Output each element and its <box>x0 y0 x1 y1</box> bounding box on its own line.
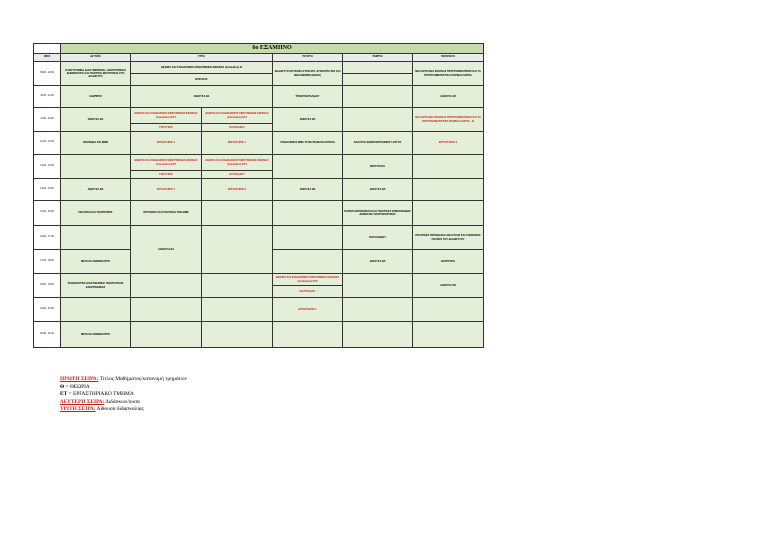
course-cell: ΠΑΡΑΠΛΗΡΟΦΟΡΗΣΗ ΚΑΙ ΠΟΛΙΤΙΚΕΣ ΕΠΙΚΟΙΝΩΝΙΑΣ ΔΗΜΟΣΙΑΣ ΠΛΗΡΟΦΟΡΗΣΗΣ <box>343 201 413 226</box>
legend-text: Αίθουσα διδασκαλίας <box>95 406 144 413</box>
empty-cell <box>343 298 413 322</box>
legend-row <box>60 376 187 384</box>
time-slot: 17:00 - 18:00 <box>34 250 61 274</box>
corner-cell <box>34 44 61 54</box>
empty-cell <box>343 62 413 74</box>
room-cell: ΜΕΓΑΛΟ ΑΜΦΙΘΕΑΤΡΟ <box>61 322 131 348</box>
hours-header: ΩΡΕΣ <box>34 54 61 62</box>
course-cell: ΘΕΩΡΙΑ ΚΑΙ ΣΧΕΔΙΑΣΜΟΣ ΚΙΝΟΥΜΕΝΗΣ ΕΙΚΟΝΑΣ (Animation) ΕΤ1 <box>131 108 202 124</box>
course-cell: ΘΕΩΡΙΑ ΚΑΙ ΣΧΕΔΙΑΣΜΟΣ ΚΙΝΟΥΜΕΝΗΣ ΕΙΚΟΝΑΣ (Animation) ΕΤ5 <box>273 274 343 286</box>
legend-text: = ΕΡΓΑΣΤΗΡΙΑΚΟ ΤΜΗΜΑ <box>67 391 134 398</box>
course-cell: ΠΟΛΙΤΙΚΗ ΚΑΙ ΠΟΛΙΤΙΣΜΟΣ <box>61 201 131 226</box>
course-cell: ΑΝΑΛΥΣΗ ΔΗΜΟΣΙΟΓΡΑΦΙΚΟΥ ΛΟΓΟΥ <box>343 132 413 155</box>
course-cell: ΟΡΓΑΝΩΣΗ ΚΑΙ ΠΟΛΙΤΙΚΗ ΤΟΝ ΜΜΕ <box>131 201 202 226</box>
course-cell: ΠΑΙΧΝΙΔΙΑ ΚΑΙ MMR <box>61 132 131 155</box>
day-header-wednesday: ΤΕΤΑΡΤΗ <box>273 54 343 62</box>
time-slot: 16:00 - 17:00 <box>34 226 61 250</box>
teacher-cell: ΛΑΜΠΡΟΣ <box>61 86 131 108</box>
teacher-cell: ΒΟΥΡΓΑΡΗ <box>413 250 484 274</box>
room-cell: ΑΙΘΟΥΣΑ Β4 <box>273 108 343 132</box>
time-slot: 18:00 - 19:00 <box>34 274 61 298</box>
course-cell: ΘΕΩΡΙΑ ΚΑΙ ΣΧΕΔΙΑΣΜΟΣ ΚΙΝΟΥΜΕΝΗΣ ΕΙΚΟΝΑΣ (Animation) ΕΤ4 <box>202 155 273 171</box>
time-slot: 14:00 - 15:00 <box>34 179 61 201</box>
course-cell: ΘΕΩΡΙΑ ΚΑΙ ΣΧΕΔΙΑΣΜΟΣ ΚΙΝΟΥΜΕΝΗΣ ΕΙΚΟΝΑΣ (Animation) ΕΤ2 <box>202 108 273 124</box>
room-cell: ΑΙΘΟΥΣΑ Β5 <box>273 179 343 201</box>
time-slot: 19:00 - 20:00 <box>34 298 61 322</box>
room-cell: ΑΙΘΟΥΣΑ Β4 <box>131 226 202 274</box>
room-cell: ΕΡΓΑΣΤΗΡΙΟ 1 <box>413 132 484 155</box>
room-cell: ΕΡΓΑΣΤΗΡΙΟ 2 <box>202 179 273 201</box>
room-cell: ΑΙΘΟΥΣΑ Β4 <box>61 108 131 132</box>
empty-cell <box>202 298 273 322</box>
course-cell: ΝΕΑ ΕΡΓΑΛΕΙΑ ΕΙΚΟΝΑΣ ΠΡΟΓΡΑΜΜΑΤΙΣΜΟ ΚΑΙ ΤΑ ΠΡΟΓΡΑΜΜΑΤΙΣΤΙΚΑ ΠΕΡΙΒΑΛΛΟΝΤΑ <box>413 62 484 86</box>
empty-cell <box>61 155 131 179</box>
legend-key: ΠΡΩΤΗ ΣΕΙΡΑ: <box>60 376 99 382</box>
course-cell: ΣΧΕΔΙΑΣΜΟΣ ΜΜΕ ΣΤΗΝ ΨΗΦΙΑΚΗ ΕΠΟΧΗ <box>273 132 343 155</box>
legend-row <box>60 384 187 392</box>
timetable <box>33 43 484 348</box>
room-cell: ΕΡΓΑΣΤΗΡΙΟ 1 <box>131 132 202 155</box>
day-header-monday: ΔΕΥΤΕΡΑ <box>61 54 131 62</box>
teacher-cell: ΒΡΕΓΚΑΣ <box>131 74 273 86</box>
room-cell: ΕΡΓΑΣΤΗΡΙΟ 1 <box>273 298 343 322</box>
empty-cell <box>413 322 484 348</box>
legend-key: Θ <box>60 383 65 390</box>
room-cell: ΑΙΘΟΥΣΑ Β5 <box>343 250 413 274</box>
legend-key: ΕΤ <box>60 391 68 398</box>
teacher-cell: ΓΚΟΥΤΣΟΣ <box>131 124 202 132</box>
empty-cell <box>273 250 343 274</box>
empty-cell <box>202 322 273 348</box>
time-slot: 20:00 - 21:00 <box>34 322 61 348</box>
time-slot: 15:00 - 16:00 <box>34 201 61 226</box>
empty-cell <box>61 226 131 250</box>
empty-cell <box>273 201 343 226</box>
time-slot: 12:00 - 13:00 <box>34 132 61 155</box>
empty-cell <box>202 201 273 226</box>
teacher-cell: ΓΚΟΥΤΣΟΣ <box>131 171 202 179</box>
room-cell: ΑΙΘΟΥΣΑ Β5 <box>343 179 413 201</box>
teacher-cell: ΚΑΛΤΣΑΔΟΥ <box>273 286 343 298</box>
time-slot: 10:00 - 11:00 <box>34 86 61 108</box>
legend-text: Διδάσκων/ουσα <box>104 398 140 405</box>
empty-cell <box>413 179 484 201</box>
empty-cell <box>343 74 413 86</box>
empty-cell <box>343 108 413 132</box>
teacher-cell: ΚΑΛΤΣΑΔΟΥ <box>202 124 273 132</box>
legend-row <box>60 399 187 407</box>
empty-cell <box>273 226 343 250</box>
course-cell: ΠΟΛΙΤΙΚΕΣ ΠΡΟΣΒΑΣΗΣ ΑΝΑΛΥΣΗΣ ΚΑΙ ΓΝΩΜΗΣΗΣ ΠΛΑΙΣΙΟ ΤΟΥ ΔΙΑΔΙΚΤΥΟΥ <box>413 226 484 250</box>
empty-cell <box>131 274 202 298</box>
empty-cell <box>413 298 484 322</box>
room-cell: ΑΙΘΟΥΣΑ Β5 <box>61 179 131 201</box>
legend-text: Τίτλος Μαθήματος/κατανομή τμημάτων <box>98 376 187 382</box>
empty-cell <box>202 274 273 298</box>
day-header-tuesday: ΤΡΙΤΗ <box>131 54 273 62</box>
empty-cell <box>131 322 202 348</box>
empty-cell <box>343 86 413 108</box>
day-header-thursday: ΠΕΜΠΤΗ <box>343 54 413 62</box>
teacher-cell: ΚΑΛΤΣΑΔΟΥ <box>202 171 273 179</box>
empty-cell <box>413 155 484 179</box>
room-cell: ΑΙΘΟΥΣΑ Β5 <box>413 274 484 298</box>
time-slot: 13:00 - 14:00 <box>34 155 61 179</box>
legend-key: ΔΕΥΤΕΡΗ ΣΕΙΡΑ: <box>60 398 105 405</box>
course-cell: ΤΕΧΝΟΛΟΓΙΕΣ ΔΙΑΚΥΒΕΡΝΗΣ ΠΟΛΙΤΙΣΤΙΚΗΣ ΚΛΗΡΟΝΟΜΙΑΣ <box>61 274 131 298</box>
course-cell: ΗΛΕΚΤΡΟΝΙΚΗ ΔΙΑΚΥΒΕΡΝΗΣΗ, ΗΛΕΚΤΡΟΝΙΚΗ ΔΗΜΟΚΡΑΤΙΑ ΚΑΙ ΠΟΛΙΤΙΚΗ ΕΚΣΤΡΑΤΕΙΑ ΣΤΟ ΔΙΑΔΙΚΤΥΟ <box>61 62 131 86</box>
room-cell: ΕΡΓΑΣΤΗΡΙΟ 1 <box>131 179 202 201</box>
empty-cell <box>61 298 131 322</box>
legend-row <box>60 406 187 414</box>
course-cell: ΔΙΑΔΙΚΤΥΟ ΚΡΥΦΩΣΗ ΣΤΗΝ ΕΠΙ: ΔΥΝΑΤΟΤΗΤΕΣ ΚΑΙ ΜΗΧΑΝΙΣΜΟΙ (ΘΗΚΗ) <box>273 62 343 86</box>
course-cell: ΘΕΩΡΙΑ ΚΑΙ ΣΧΕΔΙΑΣΜΟΣ ΚΙΝΟΥΜΕΝΗΣ ΕΙΚΟΝΑΣ (Animation) ΕΤ3 <box>131 155 202 171</box>
room-cell: ΕΡΓΑΣΤΗΡΙΟ 1 <box>202 132 273 155</box>
empty-cell <box>343 274 413 298</box>
room-cell: ΑΙΘΟΥΣΑ Β4 <box>131 86 273 108</box>
legend-text: = ΘΕΩΡΙΑ <box>64 383 90 390</box>
room-cell: ΑΙΘΟΥΣΑ Β5 <box>413 86 484 108</box>
legend <box>60 376 187 414</box>
teacher-cell: ΤΡΙΑΝΤΑΦΥΛΛΙΔΟΥ <box>273 86 343 108</box>
legend-key: ΤΡΙΤΗ ΣΕΙΡΑ: <box>60 406 96 413</box>
empty-cell <box>343 322 413 348</box>
empty-cell <box>273 322 343 348</box>
legend-row <box>60 391 187 399</box>
empty-cell <box>202 226 273 274</box>
teacher-cell: ΠΟΛΥΖΩΙΔΟΥ <box>343 226 413 250</box>
room-cell: ΜΕΓΑΛΟ ΑΜΦΙΘΕΑΤΡΟ <box>61 250 131 274</box>
course-cell: ΝΕΑ ΕΡΓΑΛΕΙΑ ΕΙΚΟΝΑΣ ΠΡΟΓΡΑΜΜΑΤΙΣΜΟ ΚΑΙ ΤΑ ΠΡΟΓΡΑΜΜΑΤΙΣΤΙΚΑ ΠΕΡΙΒΑΛΛΟΝΤΑ - Θ <box>413 108 484 132</box>
time-slot: 09:00 - 10:00 <box>34 62 61 86</box>
teacher-cell: ΜΠΟΤΣΑΡΗ <box>343 155 413 179</box>
empty-cell <box>131 298 202 322</box>
day-header-friday: ΠΑΡΑΣΚΕΥΗ <box>413 54 484 62</box>
semester-title: 6ο ΕΞΑΜΗΝΟ <box>61 44 484 54</box>
time-slot: 11:00 - 12:00 <box>34 108 61 132</box>
course-cell: ΘΕΩΡΙΑ ΚΑΙ ΣΧΕΔΙΑΣΜΟΣ ΚΙΝΟΥΜΕΝΗΣ ΕΙΚΟΝΑΣ (Animation) Θ <box>131 62 273 74</box>
empty-cell <box>273 155 343 179</box>
empty-cell <box>413 201 484 226</box>
